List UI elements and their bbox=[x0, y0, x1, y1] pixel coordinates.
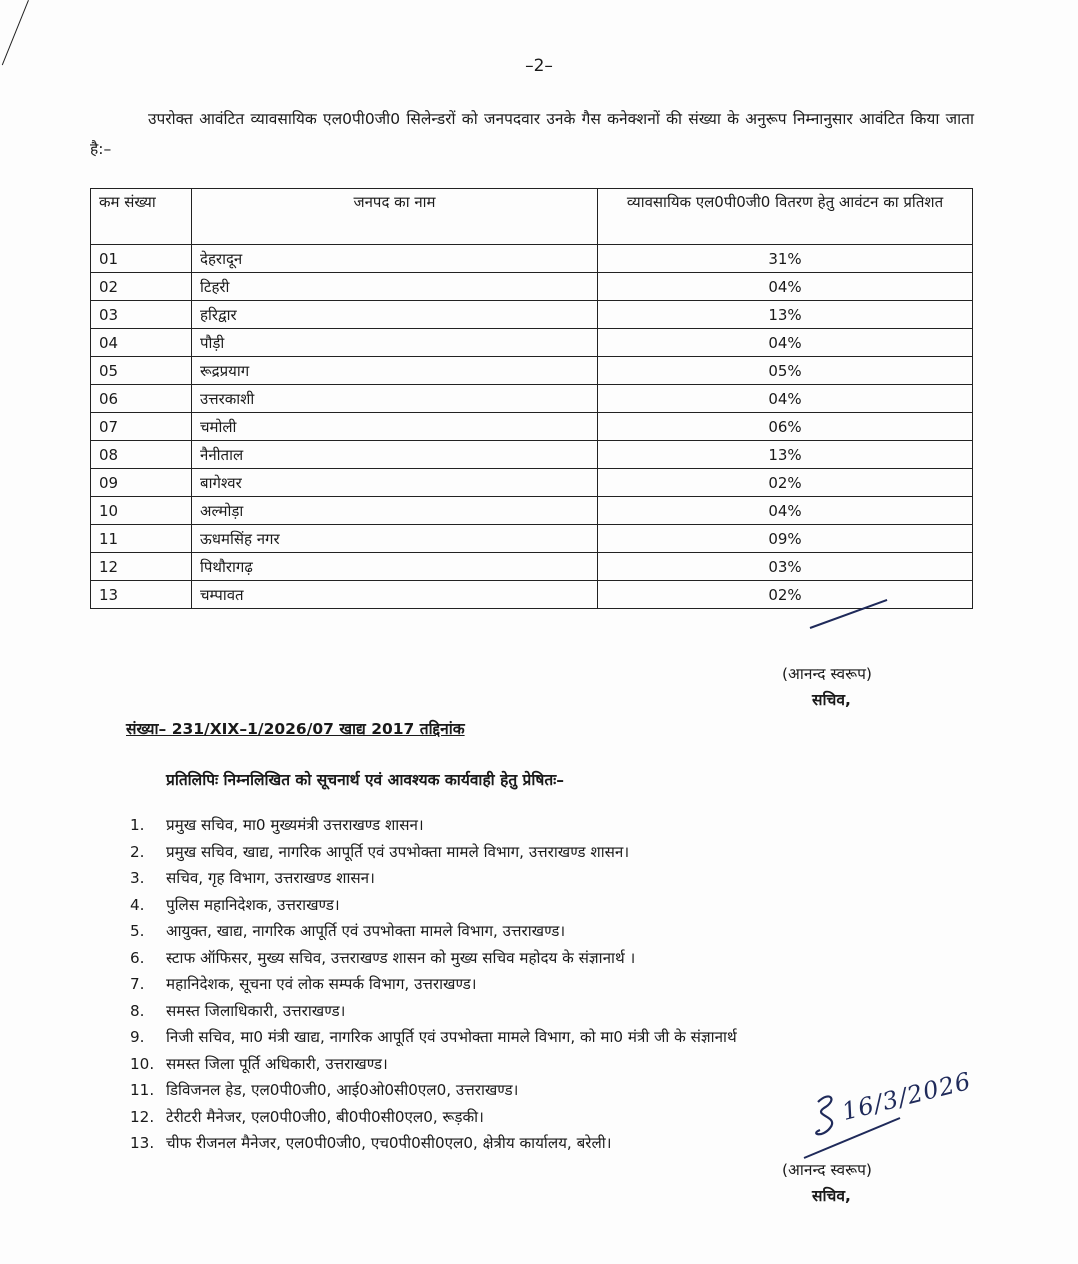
distribution-item bbox=[130, 1104, 737, 1131]
signatory-name: (आनन्द स्वरूप) bbox=[782, 665, 872, 683]
row-district: उत्तरकाशी bbox=[192, 385, 598, 413]
distribution-item bbox=[130, 892, 737, 919]
distribution-item bbox=[130, 1051, 737, 1078]
row-percent: 13% bbox=[598, 301, 973, 329]
item-text: समस्त जिलाधिकारी, उत्तराखण्ड। bbox=[166, 1001, 346, 1020]
table-row bbox=[91, 329, 973, 357]
row-district: ऊधमसिंह नगर bbox=[192, 525, 598, 553]
distribution-item bbox=[130, 945, 737, 972]
distribution-item bbox=[130, 812, 737, 839]
signatory-title: सचिव, bbox=[812, 691, 851, 709]
row-percent: 09% bbox=[598, 525, 973, 553]
row-district: देहरादून bbox=[192, 245, 598, 273]
table-body bbox=[91, 245, 973, 609]
reference-number: संख्या– 231/XIX–1/2026/07 खाद्य 2017 तद्दिनांक bbox=[126, 720, 465, 738]
item-text: प्रमुख सचिव, खाद्य, नागरिक आपूर्ति एवं उपभोक्ता मामले विभाग, उत्तराखण्ड शासन। bbox=[166, 842, 630, 861]
table-row bbox=[91, 497, 973, 525]
table-row bbox=[91, 441, 973, 469]
row-percent: 04% bbox=[598, 497, 973, 525]
allocation-table bbox=[90, 188, 973, 609]
item-text: महानिदेशक, सूचना एवं लोक सम्पर्क विभाग, उत्तराखण्ड। bbox=[166, 975, 477, 993]
row-district: चम्पावत bbox=[192, 581, 598, 609]
item-text: पुलिस महानिदेशक, उत्तराखण्ड। bbox=[166, 895, 340, 914]
row-district: हरिद्वार bbox=[192, 301, 598, 329]
item-text: प्रमुख सचिव, मा0 मुख्यमंत्री उत्तराखण्ड शासन। bbox=[166, 816, 424, 834]
item-text: स्टाफ ऑफिसर, मुख्य सचिव, उत्तराखण्ड शासन को मुख्य सचिव महोदय के संज्ञानार्थ । bbox=[166, 948, 636, 967]
header-percent: व्यावसायिक एल0पी0जी0 वितरण हेतु आवंटन का प्रतिशत bbox=[598, 189, 973, 245]
row-serial: 05 bbox=[91, 357, 192, 385]
intro-paragraph: उपरोक्त आवंटित व्यावसायिक एल0पी0जी0 सिलेन्डरों को जनपदवार उनके गैस कनेक्शनों की संख्या के अनुरूप निम्नानुसार आवंटित किया जाता है:– bbox=[90, 110, 974, 158]
item-number: 11. bbox=[130, 1081, 155, 1099]
item-number: 7. bbox=[130, 975, 145, 993]
row-percent: 02% bbox=[598, 581, 973, 609]
item-text: टेरीटरी मैनेजर, एल0पी0जी0, बी0पी0सी0एल0, रूड़की। bbox=[166, 1107, 484, 1126]
row-serial: 03 bbox=[91, 301, 192, 329]
distribution-item bbox=[130, 1130, 737, 1157]
handwritten-date: 16/3/2026 bbox=[839, 1066, 975, 1126]
item-number: 2. bbox=[130, 842, 145, 861]
table-row bbox=[91, 245, 973, 273]
item-text: चीफ रीजनल मैनेजर, एल0पी0जी0, एच0पी0सी0एल0, क्षेत्रीय कार्यालय, बरेली। bbox=[166, 1134, 612, 1152]
table-row bbox=[91, 469, 973, 497]
table-row bbox=[91, 553, 973, 581]
row-district: पिथौरागढ़ bbox=[192, 553, 598, 581]
row-district: अल्मोड़ा bbox=[192, 497, 598, 525]
row-serial: 09 bbox=[91, 469, 192, 497]
table-row bbox=[91, 525, 973, 553]
item-number: 3. bbox=[130, 869, 145, 887]
header-district: जनपद का नाम bbox=[192, 189, 598, 245]
item-number: 6. bbox=[130, 948, 145, 967]
row-percent: 02% bbox=[598, 469, 973, 497]
row-percent: 06% bbox=[598, 413, 973, 441]
row-serial: 10 bbox=[91, 497, 192, 525]
item-number: 13. bbox=[130, 1134, 155, 1152]
distribution-item bbox=[130, 971, 737, 998]
item-number: 8. bbox=[130, 1001, 145, 1020]
distribution-item bbox=[130, 1024, 737, 1051]
item-number: 4. bbox=[130, 895, 145, 914]
row-serial: 02 bbox=[91, 273, 192, 301]
table-row bbox=[91, 413, 973, 441]
copy-heading: प्रतिलिपिः निम्नलिखित को सूचनार्थ एवं आवश्यक कार्यवाही हेतु प्रेषितः– bbox=[166, 771, 565, 789]
row-percent: 04% bbox=[598, 273, 973, 301]
item-text: निजी सचिव, मा0 मंत्री खाद्य, नागरिक आपूर्ति एवं उपभोक्ता मामले विभाग, को मा0 मंत्री जी के संज्ञानार्थ bbox=[166, 1028, 737, 1046]
header-serial: कम संख्या bbox=[91, 189, 192, 245]
page-number: –2– bbox=[525, 56, 553, 76]
row-serial: 13 bbox=[91, 581, 192, 609]
row-percent: 31% bbox=[598, 245, 973, 273]
row-district: बागेश्वर bbox=[192, 469, 598, 497]
row-district: नैनीताल bbox=[192, 441, 598, 469]
item-number: 1. bbox=[130, 816, 145, 834]
row-percent: 04% bbox=[598, 385, 973, 413]
distribution-item bbox=[130, 918, 737, 945]
item-number: 12. bbox=[130, 1107, 155, 1126]
row-district: टिहरी bbox=[192, 273, 598, 301]
item-text: आयुक्त, खाद्य, नागरिक आपूर्ति एवं उपभोक्ता मामले विभाग, उत्तराखण्ड। bbox=[166, 922, 566, 940]
row-district: रूद्रप्रयाग bbox=[192, 357, 598, 385]
signatory-name-2: (आनन्द स्वरूप) bbox=[782, 1161, 872, 1179]
distribution-item bbox=[130, 1077, 737, 1104]
table-row bbox=[91, 357, 973, 385]
row-serial: 04 bbox=[91, 329, 192, 357]
row-serial: 08 bbox=[91, 441, 192, 469]
item-text: डिविजनल हेड, एल0पी0जी0, आई0ओ0सी0एल0, उत्तराखण्ड। bbox=[166, 1081, 519, 1099]
row-serial: 11 bbox=[91, 525, 192, 553]
row-serial: 06 bbox=[91, 385, 192, 413]
table-header-row bbox=[91, 189, 973, 245]
table-row bbox=[91, 385, 973, 413]
item-text: समस्त जिला पूर्ति अधिकारी, उत्तराखण्ड। bbox=[166, 1054, 388, 1073]
row-district: चमोली bbox=[192, 413, 598, 441]
distribution-list bbox=[130, 812, 737, 1157]
row-percent: 05% bbox=[598, 357, 973, 385]
row-district: पौड़ी bbox=[192, 329, 598, 357]
signatory-title-2: सचिव, bbox=[812, 1187, 851, 1205]
distribution-item bbox=[130, 865, 737, 892]
table-row bbox=[91, 273, 973, 301]
item-number: 5. bbox=[130, 922, 145, 940]
row-serial: 07 bbox=[91, 413, 192, 441]
table-row bbox=[91, 581, 973, 609]
row-percent: 03% bbox=[598, 553, 973, 581]
item-number: 9. bbox=[130, 1028, 145, 1046]
row-percent: 04% bbox=[598, 329, 973, 357]
table-row bbox=[91, 301, 973, 329]
row-serial: 01 bbox=[91, 245, 192, 273]
distribution-item bbox=[130, 998, 737, 1025]
distribution-item bbox=[130, 839, 737, 866]
item-number: 10. bbox=[130, 1054, 155, 1073]
row-percent: 13% bbox=[598, 441, 973, 469]
item-text: सचिव, गृह विभाग, उत्तराखण्ड शासन। bbox=[166, 869, 375, 887]
row-serial: 12 bbox=[91, 553, 192, 581]
